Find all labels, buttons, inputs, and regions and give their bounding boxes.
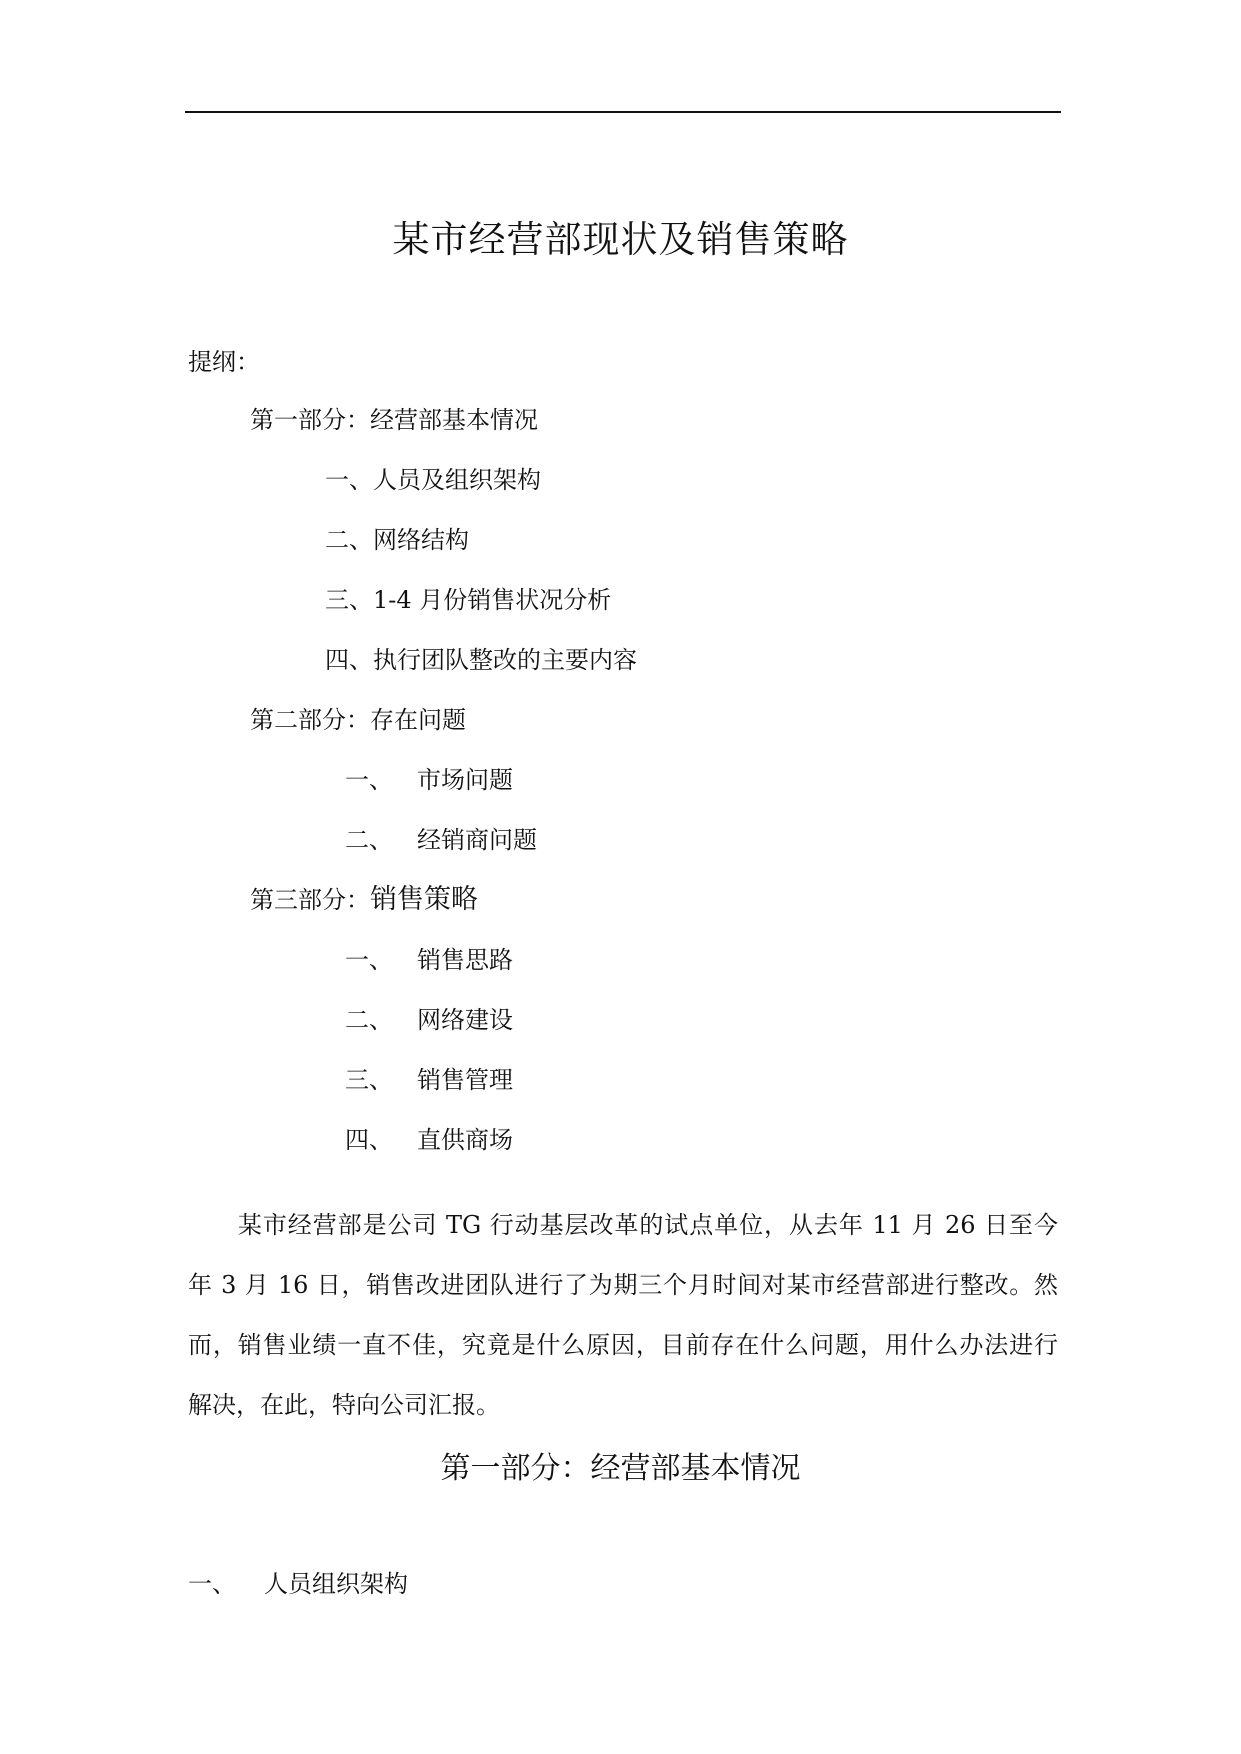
- outline-part1-item: 一、人员及组织架构: [325, 466, 541, 494]
- intro-paragraph: [188, 1195, 1058, 1435]
- outline-item-number: 四、: [345, 1126, 393, 1154]
- section-item-number: 一、: [188, 1570, 236, 1598]
- outline-part3-item: [345, 1064, 513, 1096]
- outline-label: 提纲：: [188, 348, 260, 376]
- outline-part2-item: [345, 824, 537, 856]
- outline-item-number: 一、: [345, 946, 393, 974]
- outline-item-number: 三、: [345, 1066, 393, 1094]
- outline-part3-item: [345, 944, 513, 976]
- outline-item-text: 网络建设: [417, 1006, 513, 1034]
- outline-item-text: 市场问题: [417, 766, 513, 794]
- outline-part1-label: 第一部分：经营部基本情况: [250, 406, 538, 434]
- outline-part1-item: 二、网络结构: [325, 526, 469, 554]
- intro-line: 解决，在此，特向公司汇报。: [188, 1391, 500, 1419]
- document-title: 某市经营部现状及销售策略: [392, 218, 849, 261]
- section-item-text: 人员组织架构: [264, 1570, 408, 1598]
- section-heading: 第一部分：经营部基本情况: [440, 1451, 801, 1486]
- outline-item-text: 销售思路: [417, 946, 513, 974]
- outline-item-text: 销售管理: [417, 1066, 513, 1094]
- intro-line: 年 3 月 16 日，销售改进团队进行了为期三个月时间对某市经营部进行整改。然: [188, 1271, 1058, 1299]
- intro-line: 某市经营部是公司 TG 行动基层改革的试点单位，从去年 11 月 26 日至今: [188, 1211, 1058, 1239]
- outline-part2-item: [345, 764, 513, 796]
- outline-part3-label: [250, 884, 478, 916]
- outline-item-number: 一、: [345, 766, 393, 794]
- header-rule: [185, 111, 1061, 113]
- outline-part1-item: 四、执行团队整改的主要内容: [325, 646, 637, 674]
- outline-item-text: 直供商场: [417, 1126, 513, 1154]
- outline-part3-prefix: 第三部分：: [250, 886, 370, 914]
- outline-item-number: 二、: [345, 826, 393, 854]
- outline-part3-item: [345, 1004, 513, 1036]
- outline-item-number: 二、: [345, 1006, 393, 1034]
- intro-line: 而，销售业绩一直不佳，究竟是什么原因，目前存在什么问题，用什么办法进行: [188, 1331, 1058, 1359]
- outline-part2-label: 第二部分：存在问题: [250, 706, 466, 734]
- outline-item-text: 经销商问题: [417, 826, 537, 854]
- outline-part1-item: 三、1-4 月份销售状况分析: [325, 586, 612, 614]
- outline-part3-main: 销售策略: [370, 884, 478, 915]
- outline-part3-item: [345, 1124, 513, 1156]
- section-subheading: [188, 1568, 408, 1600]
